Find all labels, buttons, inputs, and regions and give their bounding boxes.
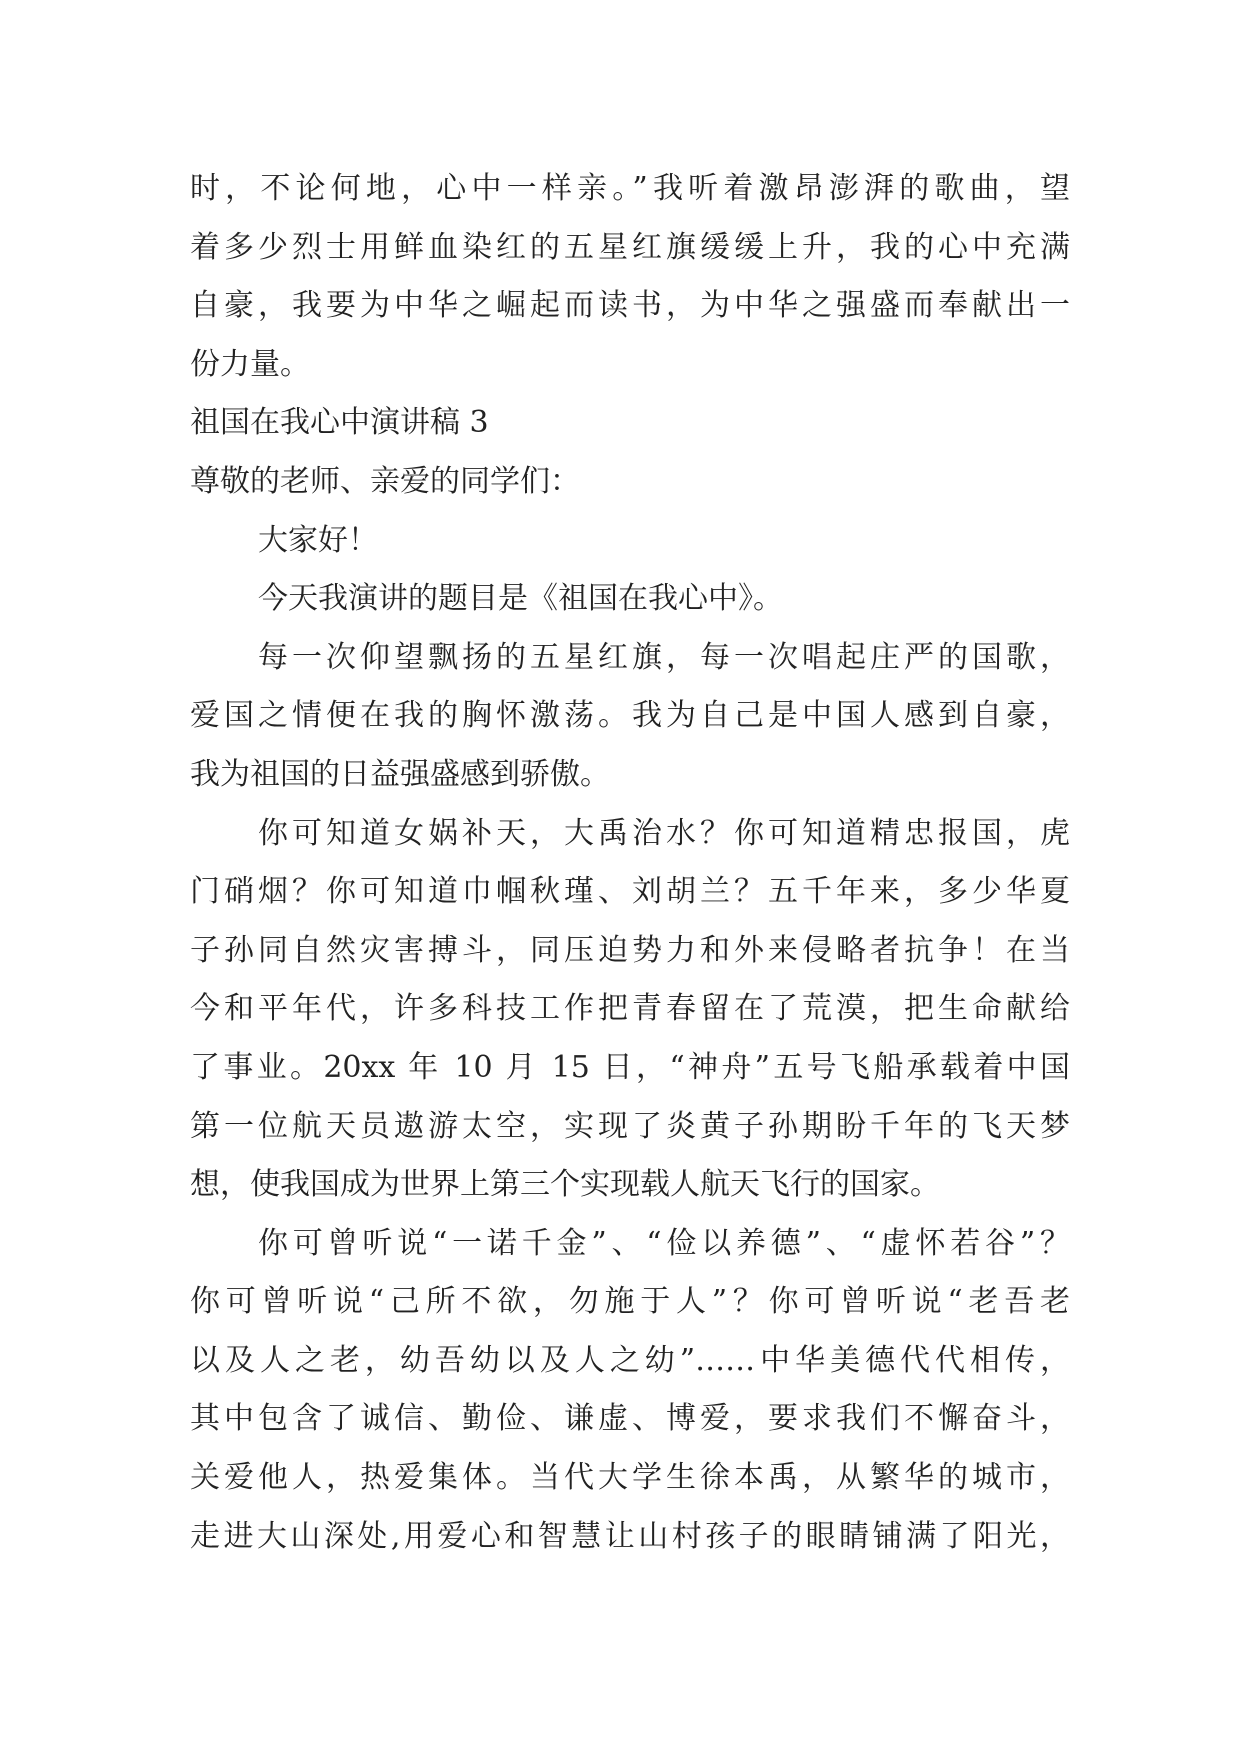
text-line: 你可曾听说“己所不欲，勿施于人”？你可曾听说“老吾老: [190, 1284, 1070, 1320]
text-line: 祖国在我心中演讲稿 3: [190, 405, 489, 441]
text-line: 份力量。: [190, 346, 310, 382]
text-line: 大家好！: [258, 522, 378, 558]
text-line: 想，使我国成为世界上第三个实现载人航天飞行的国家。: [190, 1167, 940, 1203]
text-line: 着多少烈士用鲜血染红的五星红旗缓缓上升，我的心中充满: [190, 229, 1070, 265]
text-line: 你可曾听说“一诺千金”、“俭以养德”、“虚怀若谷”？: [258, 1225, 1070, 1261]
text-line: 爱国之情便在我的胸怀激荡。我为自己是中国人感到自豪，: [190, 698, 1070, 734]
text-line: 走进大山深处,用爱心和智慧让山村孩子的眼睛铺满了阳光，: [190, 1518, 1070, 1554]
document-body: [190, 160, 1070, 1566]
text-line: 每一次仰望飘扬的五星红旗，每一次唱起庄严的国歌，: [258, 639, 1070, 675]
text-line: 你可知道女娲补天，大禹治水？你可知道精忠报国，虎: [258, 815, 1070, 851]
text-line: 关爱他人，热爱集体。当代大学生徐本禹，从繁华的城市，: [190, 1460, 1070, 1496]
text-line: 自豪，我要为中华之崛起而读书，为中华之强盛而奉献出一: [190, 288, 1070, 324]
text-line: 时，不论何地，心中一样亲。”我听着激昂澎湃的歌曲，望: [190, 171, 1070, 206]
text-line: 尊敬的老师、亲爱的同学们：: [190, 463, 580, 499]
text-line: 门硝烟？你可知道巾帼秋瑾、刘胡兰？五千年来，多少华夏: [190, 874, 1070, 910]
text-line: 了事业。20xx 年 10 月 15 日，“神舟”五号飞船承载着中国: [190, 1049, 1070, 1085]
text-line: 今和平年代，许多科技工作把青春留在了荒漠，把生命献给: [190, 991, 1070, 1027]
text-line: 第一位航天员遨游太空，实现了炎黄子孙期盼千年的飞天梦: [190, 1108, 1070, 1144]
text-line: 今天我演讲的题目是《祖国在我心中》。: [258, 581, 783, 617]
text-line: 其中包含了诚信、勤俭、谦虚、博爱，要求我们不懈奋斗，: [190, 1401, 1070, 1437]
text-line: 子孙同自然灾害搏斗，同压迫势力和外来侵略者抗争！在当: [190, 932, 1070, 968]
text-line: 我为祖国的日益强盛感到骄傲。: [190, 756, 610, 792]
text-line: 以及人之老，幼吾幼以及人之幼”……中华美德代代相传，: [190, 1342, 1070, 1378]
